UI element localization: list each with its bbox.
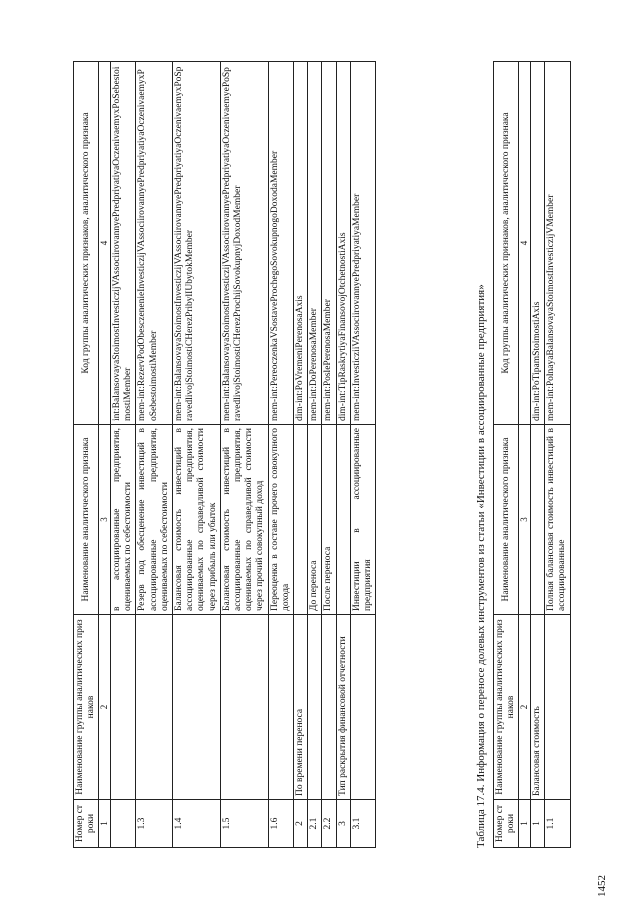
feature-code: mem-int:RezervPodObesczenenieInvesticzijVAssociirovannyePredpriyatiyaOczenivaemyxPoSebestoimostiMember bbox=[136, 62, 173, 425]
table-row bbox=[350, 62, 375, 848]
feature-code: dim-int:PoTipamStoimostiAxis bbox=[531, 62, 545, 425]
table-transfer-analytics bbox=[493, 61, 571, 848]
feature-code: dim-int:PoVremeniPerenosaAxis bbox=[294, 62, 308, 425]
column-index: 3 bbox=[519, 425, 531, 615]
column-index: 3 bbox=[99, 425, 111, 615]
header-feature-name: Наименование аналитического признака bbox=[74, 425, 99, 615]
group-name bbox=[111, 615, 136, 800]
row-number: 1 bbox=[531, 800, 545, 848]
feature-code: mem-int:PereoczenkaVSostaveProchegoSovokupnogoDoxodaMember bbox=[268, 62, 293, 425]
row-number: 1.3 bbox=[136, 800, 173, 848]
feature-code: mem-int:InvesticziiVAssociirovannyePredpriyatiyaMember bbox=[350, 62, 375, 425]
group-name bbox=[545, 615, 570, 800]
feature-name: Полная балансовая стоимость инвестиций в ассоциированные bbox=[545, 425, 570, 615]
column-index: 1 bbox=[99, 800, 111, 848]
column-index: 2 bbox=[519, 615, 531, 800]
feature-code: int:BalansovayaStoimostInvesticzijVAssociirovannyePredpriyatiyaOczenivaemyxPoSebestoimostiMember bbox=[111, 62, 136, 425]
group-name bbox=[322, 615, 336, 800]
column-index: 4 bbox=[99, 62, 111, 425]
column-index-row bbox=[99, 62, 111, 848]
header-group-name: Наименование группы аналитических признаков bbox=[74, 615, 99, 800]
row-number bbox=[111, 800, 136, 848]
row-number: 2.2 bbox=[322, 800, 336, 848]
feature-name: Резерв под обесценение инвестиций в ассоциированные предприятия, оцениваемых по себестоимости bbox=[136, 425, 173, 615]
group-name: Тип раскрытия финансовой отчетности bbox=[336, 615, 350, 800]
table-row bbox=[531, 62, 545, 848]
feature-name bbox=[294, 425, 308, 615]
table-row bbox=[294, 62, 308, 848]
header-code: Код группы аналитических признаков, аналитического признака bbox=[74, 62, 99, 425]
table-row bbox=[322, 62, 336, 848]
group-name bbox=[308, 615, 322, 800]
row-number: 2 bbox=[294, 800, 308, 848]
feature-name bbox=[531, 425, 545, 615]
feature-code: mem-int:BalansovayaStoimostInvesticzijVAssociirovannyePredpriyatiyaOczenivaemyxPoSpravedlivojStoimostiCHerezPribylIUbytokMember bbox=[173, 62, 221, 425]
column-index: 1 bbox=[519, 800, 531, 848]
feature-name: Переоценка в составе прочего совокупного дохода bbox=[268, 425, 293, 615]
feature-name: После переноса bbox=[322, 425, 336, 615]
row-number: 1.6 bbox=[268, 800, 293, 848]
table-row bbox=[545, 62, 570, 848]
group-name: По времени переноса bbox=[294, 615, 308, 800]
feature-code: dim-int:TipRaskrytiyaFinansovojOtchetnostiAxis bbox=[336, 62, 350, 425]
feature-name: Балансовая стоимость инвестиций в ассоциированные предприятия, оцениваемых по справедливой стоимости через прибыль или убыток bbox=[173, 425, 221, 615]
group-name bbox=[173, 615, 221, 800]
group-name bbox=[220, 615, 268, 800]
feature-name: До переноса bbox=[308, 425, 322, 615]
group-name: Балансовая стоимость bbox=[531, 615, 545, 800]
table-row bbox=[173, 62, 221, 848]
feature-code: mem-int:BalansovayaStoimostInvesticzijVAssociirovannyePredpriyatiyaOczenivaemyePoSpravedlivojStoimostiCHerezProchijSovokupnyjDoxodMember bbox=[220, 62, 268, 425]
feature-name: Инвестиции в ассоциированные предприятия bbox=[350, 425, 375, 615]
feature-code: mem-int:PolnayaBalansovayaStoimostInvesticzijVMember bbox=[545, 62, 570, 425]
table-header-row bbox=[494, 62, 519, 848]
table-row bbox=[111, 62, 136, 848]
column-index: 4 bbox=[519, 62, 531, 425]
header-feature-name: Наименование аналитического признака bbox=[494, 425, 519, 615]
row-number: 1.4 bbox=[173, 800, 221, 848]
table-header-row bbox=[74, 62, 99, 848]
table-row bbox=[308, 62, 322, 848]
table-row bbox=[136, 62, 173, 848]
header-row-number: Номер строки bbox=[74, 800, 99, 848]
feature-code: mem-int:DoPerenosaMember bbox=[308, 62, 322, 425]
group-name bbox=[136, 615, 173, 800]
row-number: 1.5 bbox=[220, 800, 268, 848]
table-row bbox=[336, 62, 350, 848]
feature-name: Балансовая стоимость инвестиций в ассоциированные предприятия, оцениваемых по справедливой стоимости через прочий совокупный доход bbox=[220, 425, 268, 615]
table-row bbox=[220, 62, 268, 848]
column-index: 2 bbox=[99, 615, 111, 800]
feature-name: в ассоциированные предприятия, оцениваемых по себестоимости bbox=[111, 425, 136, 615]
row-number: 2.1 bbox=[308, 800, 322, 848]
row-number: 1.1 bbox=[545, 800, 570, 848]
table-row bbox=[268, 62, 293, 848]
header-code: Код группы аналитических признаков, аналитического признака bbox=[494, 62, 519, 425]
header-row-number: Номер строки bbox=[494, 800, 519, 848]
row-number: 3 bbox=[336, 800, 350, 848]
header-group-name: Наименование группы аналитических признаков bbox=[494, 615, 519, 800]
feature-name bbox=[336, 425, 350, 615]
table-caption: Таблица 17.4. Информация о переносе долевых инструментов из статьи «Инвестиции в ассоциированные предприятия» bbox=[475, 284, 487, 848]
table-associates-analytics bbox=[73, 61, 376, 848]
column-index-row bbox=[519, 62, 531, 848]
page-number: 1452 bbox=[596, 875, 608, 897]
group-name bbox=[350, 615, 375, 800]
group-name bbox=[268, 615, 293, 800]
feature-code: mem-int:PoslePerenosaMember bbox=[322, 62, 336, 425]
row-number: 3.1 bbox=[350, 800, 375, 848]
